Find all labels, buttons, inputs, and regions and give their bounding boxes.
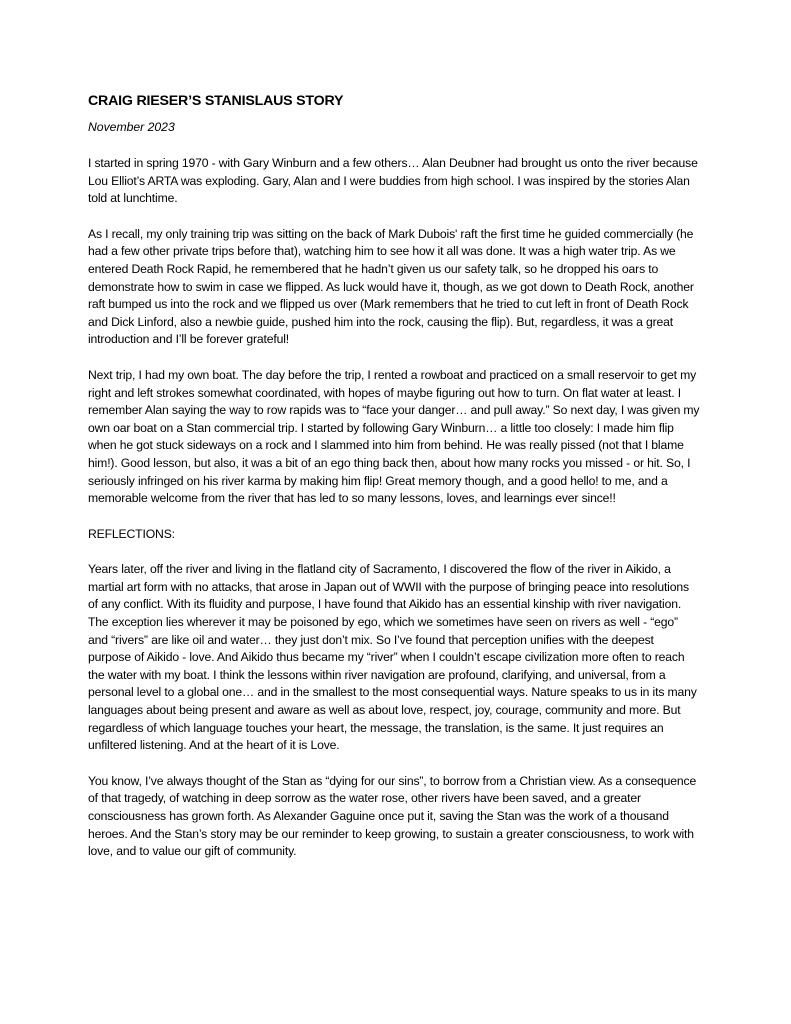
- document-title: CRAIG RIESER’S STANISLAUS STORY: [88, 93, 344, 109]
- paragraph-aikido: Years later, off the river and living in the flatland city of Sacramento, I discovered the flow of the river in Aikido, a martial art form with no attacks, that arose in Japan out of WWII with the purpose of bringing peace into resolutions of any conflict. With its fluidity and purpose, I have found that Aikido has an essential kinship with river navigation. The exception lies wherever it may be poisoned by ego, which we sometimes have seen on rivers as well - “ego” and “rivers” are like oil and water… they just don’t mix. So I’ve found that perception unifies with the deepest purpose of Aikido - love. And Aikido thus became my “river” when I couldn’t escape civilization more often to reach the water with my boat. I think the lessons within river navigation are profound, clarifying, and universal, from a personal level to a global one… and in the smallest to the most consequential ways. Nature speaks to us in its many languages about being present and aware as well as about love, respect, joy, courage, community and more. But regardless of which language touches your heart, the message, the translation, is the same. It just requires an unfiltered listening. And at the heart of it is Love.: [88, 562, 697, 753]
- paragraph-closing: You know, I’ve always thought of the Stan as “dying for our sins”, to borrow from a Christian view. As a consequence of that tragedy, of watching in deep sorrow as the water rose, other rivers have been saved, and a greater consciousness has grown forth. As Alexander Gaguine once put it, saving the Stan was the work of a thousand heroes. And the Stan’s story may be our reminder to keep growing, to sustain a greater consciousness, to work with love, and to value our gift of community.: [88, 773, 697, 859]
- document-page: [88, 93, 700, 861]
- document-date: November 2023: [88, 120, 175, 134]
- paragraph-training-trip: As I recall, my only training trip was sitting on the back of Mark Dubois' raft the first time he guided commercially (he had a few other private trips before that), watching him to see how it all was done. It was a high water trip. As we entered Death Rock Rapid, he remembered that he hadn’t given us our safety talk, so he dropped his oars to demonstrate how to swim in case we flipped. As luck would have it, though, as we got down to Death Rock, another raft bumped us into the rock and we flipped us over (Mark remembers that he tried to cut left in front of Death Rock and Dick Linford, also a newbie guide, pushed him into the rock, causing the flip). But, regardless, it was a great introduction and I’ll be forever grateful!: [88, 226, 694, 347]
- section-heading-reflections: REFLECTIONS:: [88, 526, 175, 541]
- paragraph-origin: I started in spring 1970 - with Gary Winburn and a few others… Alan Deubner had brought us onto the river because Lou Elliot’s ARTA was exploding. Gary, Alan and I were buddies from high school. I was inspired by the stories Alan told at lunchtime.: [88, 156, 698, 206]
- paragraph-first-own-boat: Next trip, I had my own boat. The day before the trip, I rented a rowboat and practiced on a small reservoir to get my right and left strokes somewhat coordinated, with hopes of maybe figuring out how to turn. On flat water at least. I remember Alan saying the way to row rapids was to “face your danger… and pull away.” So next day, I was given my own oar boat on a Stan commercial trip. I started by following Gary Winburn… a little too closely: I made him flip when he got stuck sideways on a rock and I slammed into him from behind. He was really pissed (not that I blame him!). Good lesson, but also, it was a bit of an ego thing back then, about how many rocks you missed - or hit. So, I seriously infringed on his river karma by making him flip! Great memory though, and a good hello! to me, and a memorable welcome from the river that has led to so many lessons, loves, and learnings ever since!!: [88, 367, 700, 506]
